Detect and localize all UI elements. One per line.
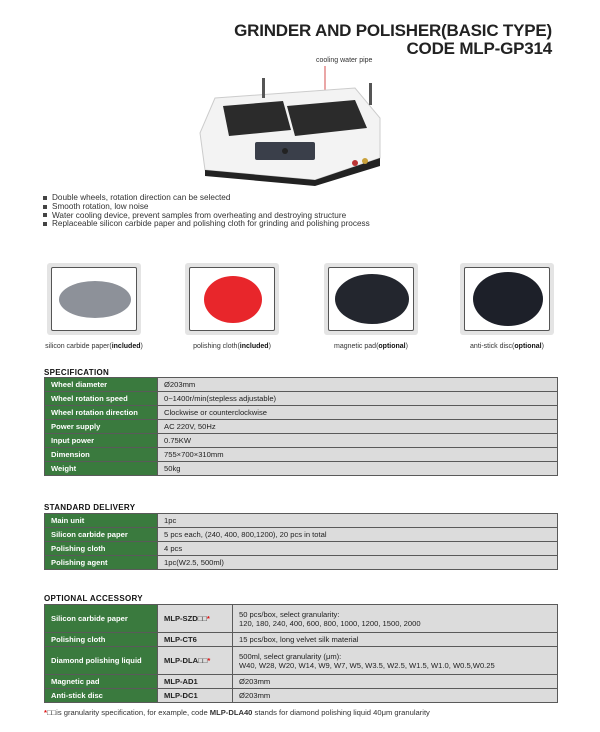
accessory-image-anti-stick-disc (460, 263, 554, 335)
table-row: Diamond polishing liquid MLP-DLA□□* 500ml, select granularity (μm): W40, W28, W20, W14, W9, W7, W5, W3.5, W2.5, W1.5, W1.0, W0.5,W0.25 (45, 647, 558, 675)
table-row: Silicon carbide paper MLP-SZD□□* 50 pcs/box, select granularity: 120, 180, 240, 400, 600, 800, 1000, 1200, 1500, 2000 (45, 605, 558, 633)
specification-table (44, 377, 558, 476)
table-row: Weight 50kg (45, 462, 558, 476)
feature-item: Water cooling device, prevent samples from overheating and destroying structure (43, 212, 370, 221)
standard-delivery-table (44, 513, 558, 570)
table-row: Silicon carbide paper 5 pcs each, (240, 400, 800,1200), 20 pcs in total (45, 528, 558, 542)
table-row: Anti-stick disc MLP-DC1 Ø203mm (45, 689, 558, 703)
title-line-2: CODE MLP-GP314 (406, 39, 552, 58)
feature-item: Smooth rotation, low noise (43, 203, 370, 212)
accessory-caption: magnetic pad(optional) (334, 343, 408, 350)
table-row: Dimension 755×700×310mm (45, 448, 558, 462)
accessory-image-silicon-carbide-paper (47, 263, 141, 335)
footnote: *□□is granularity specification, for example, code MLP-DLA40 stands for diamond polishing liquid 40μm granularity (44, 708, 430, 717)
accessory-image-magnetic-pad (324, 263, 418, 335)
table-row: Input power 0.75KW (45, 434, 558, 448)
accessory-caption: silicon carbide paper(included) (45, 343, 143, 350)
feature-list (43, 194, 370, 229)
optional-accessory-table (44, 604, 558, 703)
table-row: Polishing agent 1pc(W2.5, 500ml) (45, 556, 558, 570)
table-row: Wheel diameter Ø203mm (45, 378, 558, 392)
feature-item: Double wheels, rotation direction can be selected (43, 194, 370, 203)
table-row: Main unit 1pc (45, 514, 558, 528)
cooling-pipe-annotation: cooling water pipe (316, 57, 373, 64)
feature-item: Replaceable silicon carbide paper and polishing cloth for grinding and polishing process (43, 220, 370, 229)
page-title (234, 22, 552, 58)
specification-heading: SPECIFICATION (44, 368, 110, 377)
optional-accessory-heading: OPTIONAL ACCESSORY (44, 594, 143, 603)
table-row: Power supply AC 220V, 50Hz (45, 420, 558, 434)
table-row: Magnetic pad MLP-AD1 Ø203mm (45, 675, 558, 689)
table-row: Wheel rotation speed 0~1400r/min(stepless adjustable) (45, 392, 558, 406)
table-row: Polishing cloth 4 pcs (45, 542, 558, 556)
machine-image (195, 58, 385, 186)
table-row: Wheel rotation direction Clockwise or counterclockwise (45, 406, 558, 420)
table-row: Polishing cloth MLP-CT6 15 pcs/box, long velvet silk material (45, 633, 558, 647)
title-line-1: GRINDER AND POLISHER(BASIC TYPE) (234, 21, 552, 40)
accessory-image-polishing-cloth (185, 263, 279, 335)
accessory-caption: polishing cloth(included) (193, 343, 271, 350)
accessory-caption: anti-stick disc(optional) (470, 343, 544, 350)
standard-delivery-heading: STANDARD DELIVERY (44, 503, 136, 512)
